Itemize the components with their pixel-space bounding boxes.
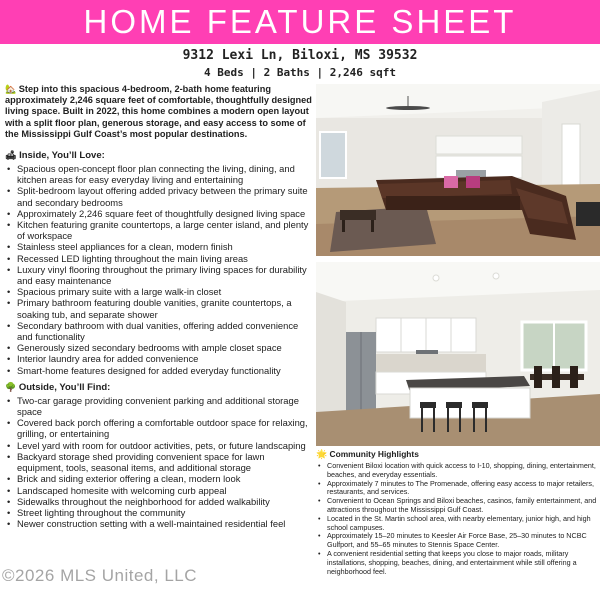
inside-features-list <box>5 163 313 376</box>
list-item: • Split-bedroom layout offering added privacy between the primary suite and secondary bedrooms <box>5 185 313 207</box>
community-heading-text: Community Highlights <box>329 449 419 459</box>
list-item: • Luxury vinyl flooring throughout the primary living spaces for durability and easy maintenance <box>5 264 313 286</box>
features-column <box>5 84 313 529</box>
list-item: • Sidewalks throughout the neighborhood for added walkability <box>5 496 313 507</box>
header-banner <box>0 0 600 44</box>
community-highlights <box>316 449 600 576</box>
list-item: • Covered back porch offering a comfortable outdoor space for relaxing, grilling, or entertaining <box>5 417 313 439</box>
list-item: • Landscaped homesite with welcoming curb appeal <box>5 485 313 496</box>
star-icon: 🌟 <box>316 449 328 459</box>
list-item: • Spacious open-concept floor plan connecting the living, dining, and kitchen areas for easy everyday living and entertaining <box>5 163 313 185</box>
kitchen-photo <box>316 262 600 446</box>
list-item: • Generously sized secondary bedrooms with ample closet space <box>5 342 313 353</box>
list-item: • Smart-home features designed for added everyday functionality <box>5 365 313 376</box>
list-item: • Backyard storage shed providing convenient space for lawn equipment, tools, seasonal items, and additional storage <box>5 451 313 473</box>
list-item: • Level yard with room for outdoor activities, pets, or future landscaping <box>5 440 313 451</box>
list-item: • Approximately 7 minutes to The Promenade, offering easy access to major retailers, restaurants, and services. <box>316 480 600 498</box>
property-specs: 4 Beds | 2 Baths | 2,246 sqft <box>203 66 397 79</box>
community-list <box>316 462 600 576</box>
list-item: • Two-car garage providing convenient parking and additional storage space <box>5 395 313 417</box>
list-item: • A convenient residential setting that keeps you close to major roads, military installations, shopping, beaches, dining, and entertainment while still offering a neighborhood feel. <box>316 550 600 576</box>
list-item: • Street lighting throughout the community <box>5 507 313 518</box>
list-item: • Spacious primary suite with a large walk-in closet <box>5 286 313 297</box>
list-item: • Brick and siding exterior offering a clean, modern look <box>5 473 313 484</box>
list-item: • Convenient Biloxi location with quick access to I-10, shopping, dining, entertainment, beaches, and everyday essentials. <box>316 462 600 480</box>
intro-paragraph <box>5 84 313 140</box>
property-address: 9312 Lexi Ln, Biloxi, MS 39532 <box>182 48 418 63</box>
list-item: • Primary bathroom featuring double vanities, granite countertops, a soaking tub, and separate shower <box>5 297 313 319</box>
outside-heading <box>5 382 313 393</box>
outside-features-list <box>5 395 313 529</box>
inside-heading <box>5 150 313 161</box>
list-item: • Convenient to Ocean Springs and Biloxi beaches, casinos, family entertainment, and attractions throughout the Mississippi Gulf Coast. <box>316 497 600 515</box>
list-item: • Recessed LED lighting throughout the main living areas <box>5 253 313 264</box>
list-item: • Newer construction setting with a well-maintained residential feel <box>5 518 313 529</box>
tree-icon: 🌳 <box>5 381 17 392</box>
community-heading <box>316 449 600 460</box>
list-item: • Interior laundry area for added convenience <box>5 353 313 364</box>
couch-icon: 🛋 <box>5 150 17 161</box>
list-item: • Kitchen featuring granite countertops, a large center island, and plenty of workspace <box>5 219 313 241</box>
intro-text: Step into this spacious 4-bedroom, 2-bath home featuring approximately 2,246 square feet of comfortable, thoughtfully designed living space. Built in 2022, this home combines a modern open layout with a split floor plan, generous storage, and easy access to some of the Mississippi Gulf Coast’s most popular destinations. <box>5 84 312 139</box>
list-item: • Secondary bathroom with dual vanities, offering added convenience and functionality <box>5 320 313 342</box>
list-item: • Located in the St. Martin school area, with nearby elementary, junior high, and high school campuses. <box>316 515 600 533</box>
living-room-photo <box>316 84 600 256</box>
banner-title: HOME FEATURE SHEET <box>83 3 517 40</box>
copyright-watermark: ©2026 MLS United, LLC <box>2 566 198 585</box>
house-icon: 🏡 <box>5 84 17 94</box>
list-item: • Approximately 2,246 square feet of thoughtfully designed living space <box>5 208 313 219</box>
outside-heading-text: Outside, You’ll Find: <box>18 381 111 393</box>
inside-heading-text: Inside, You’ll Love: <box>19 150 105 162</box>
list-item: • Stainless steel appliances for a clean, modern finish <box>5 241 313 252</box>
list-item: • Approximately 15–20 minutes to Keesler Air Force Base, 25–30 minutes to NCBC Gulfport, and 55–65 minutes to Stennis Space Center. <box>316 532 600 550</box>
